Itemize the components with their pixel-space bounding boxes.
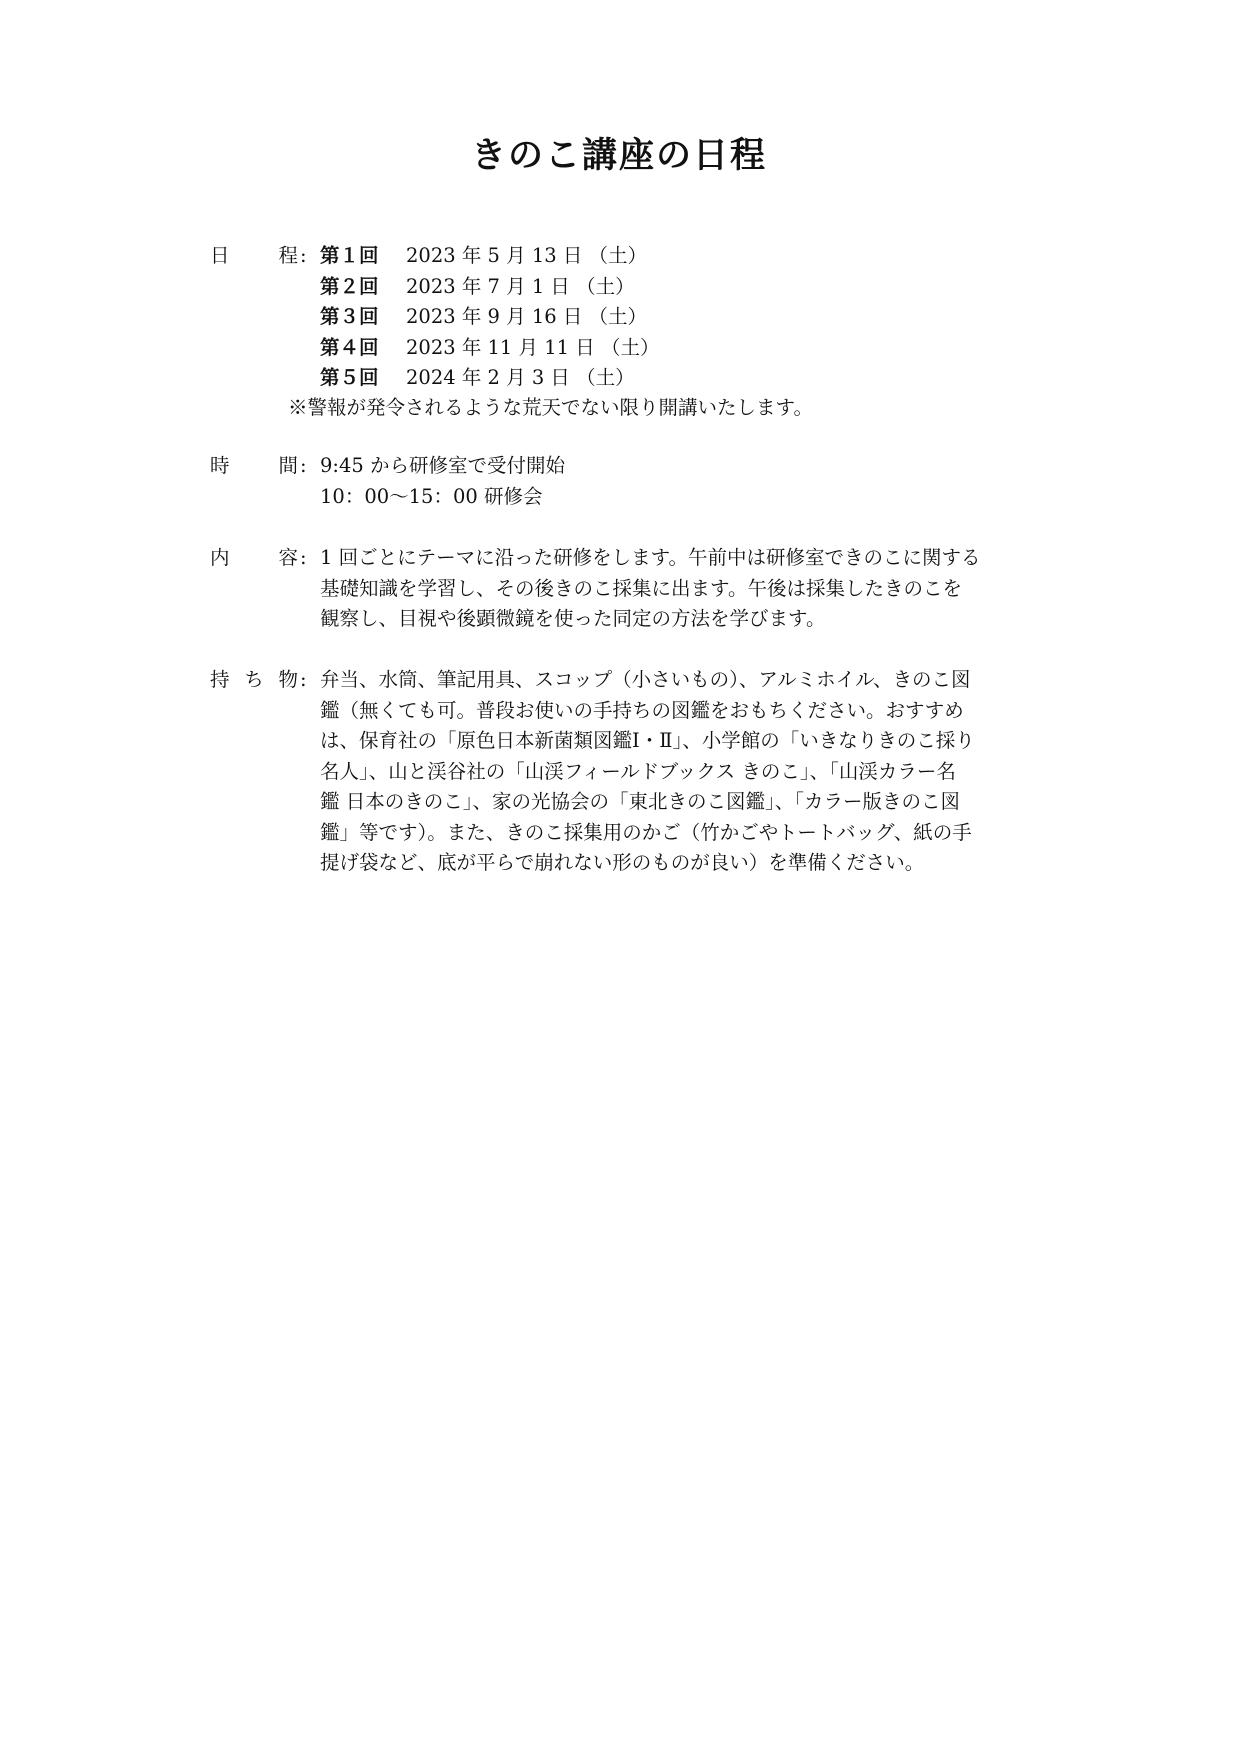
session-number: 第３回 (320, 305, 379, 328)
content-colon: : (300, 546, 307, 569)
belongings-label-char: 物 (278, 668, 298, 691)
schedule-label-char: 程 (278, 244, 298, 267)
schedule-row (320, 302, 1070, 333)
session-number: 第２回 (320, 274, 379, 298)
page-title: きのこ講座の日程 (470, 136, 767, 176)
content-label-char: 内 (210, 546, 230, 569)
session-date: 2023 年 9 月 16 日 （土） (406, 305, 648, 328)
schedule-row (320, 241, 1070, 272)
belongings-line: 名人」、山と渓谷社の「山渓フィールドブックス きのこ」、「山渓カラー名 (320, 759, 956, 783)
content-label (210, 543, 298, 574)
belongings-line: 鑑（無くても可。普段お使いの手持ちの図鑑をおもちください。おすすめ (320, 698, 964, 722)
belongings-colon: : (300, 668, 307, 691)
time-colon: : (300, 454, 307, 477)
session-date: 2023 年 5 月 13 日 （土） (406, 244, 648, 267)
belongings-line: 鑑」等です）。また、きのこ採集用のかご（竹かごやトートバッグ、紙の手 (320, 820, 972, 844)
session-number: 第５回 (320, 366, 379, 389)
belongings-line: 弁当、水筒、筆記用具、スコップ（小さいもの）、アルミホイル、きのこ図 (320, 668, 971, 691)
belongings-section (210, 665, 1070, 880)
session-date: 2024 年 2 月 3 日 （土） (406, 366, 635, 389)
content-line: 基礎知識を学習し、その後きのこ採集に出ます。午後は採集したきのこを (320, 576, 962, 600)
time-label-char: 時 (210, 454, 230, 477)
schedule-note: ※警報が発令されるような荒天でない限り開講いたします。 (288, 396, 813, 419)
content-label-char: 容 (278, 546, 298, 569)
belongings-label-char: 持 (210, 668, 230, 691)
schedule-list (320, 241, 1070, 394)
belongings-label (210, 665, 298, 696)
belongings-label-char: ち (244, 668, 264, 691)
belongings-line: 提げ袋など、底が平らで崩れない形のものが良い）を準備ください。 (320, 851, 925, 874)
belongings-line: 鑑 日本のきのこ」、家の光協会の「東北きのこ図鑑」、「カラー版きのこ図 (320, 790, 960, 813)
time-line: 10：00～15：00 研修会 (320, 484, 543, 508)
content-body (320, 543, 1070, 635)
time-label-char: 間 (278, 454, 298, 477)
session-date: 2023 年 11 月 11 日 （土） (406, 335, 660, 359)
content-section (210, 543, 1070, 635)
session-number: 第４回 (320, 335, 379, 359)
content-line: 観察し、目視や後顕微鏡を使った同定の方法を学びます。 (320, 607, 826, 630)
schedule-label-char: 日 (210, 244, 230, 267)
time-body (320, 451, 1070, 512)
schedule-row (320, 363, 1070, 394)
schedule-section (210, 241, 1070, 431)
schedule-colon: : (300, 244, 307, 267)
schedule-row (320, 272, 1070, 303)
session-number: 第１回 (320, 244, 379, 267)
session-date: 2023 年 7 月 1 日 （土） (406, 274, 635, 298)
schedule-row (320, 333, 1070, 364)
time-section (210, 451, 1070, 513)
content-line: 1 回ごとにテーマに沿った研修をします。午前中は研修室できのこに関する (320, 546, 981, 569)
schedule-label (210, 241, 298, 272)
time-line: 9:45 から研修室で受付開始 (320, 454, 565, 477)
belongings-line: は、保育社の「原色日本新菌類図鑑Ⅰ・Ⅱ」、小学館の「いきなりきのこ採り (320, 729, 975, 752)
time-label (210, 451, 298, 482)
belongings-body (320, 665, 1070, 879)
